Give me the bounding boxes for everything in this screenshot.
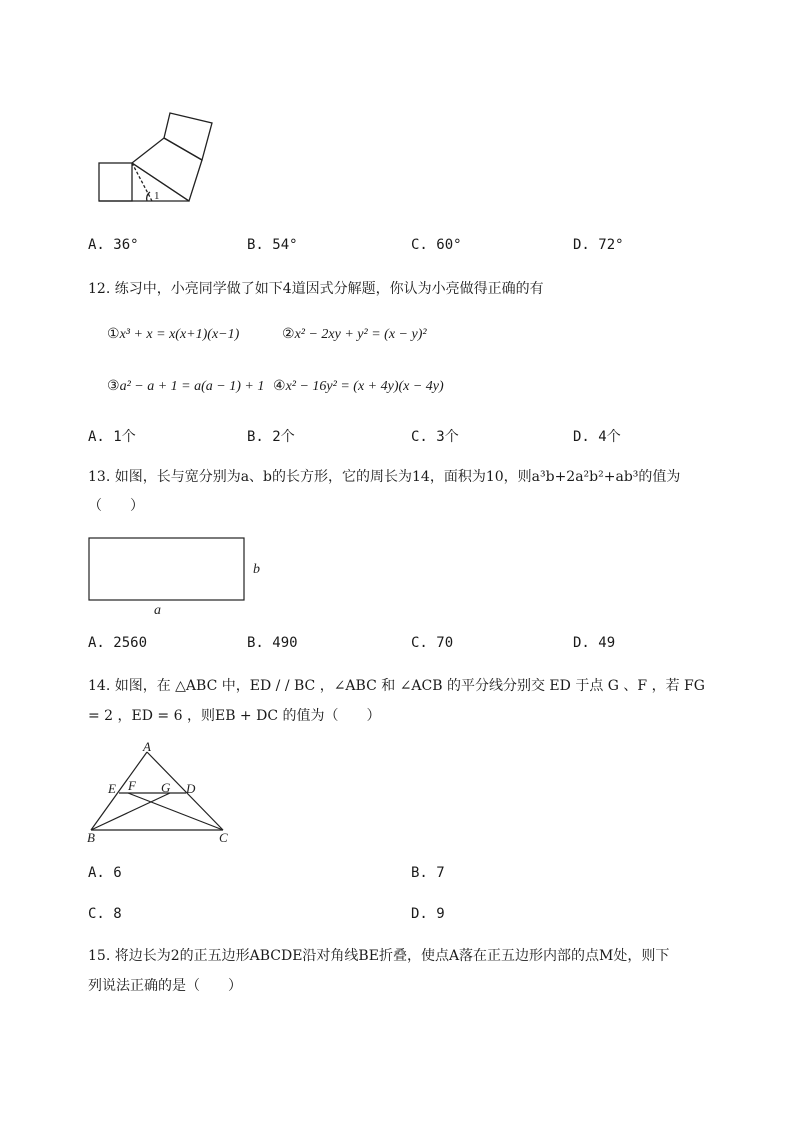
q12-option-c[interactable]: C. 3个 [411, 429, 459, 445]
q11-option-c[interactable]: C. 60° [411, 237, 462, 253]
q14-option-d[interactable]: D. 9 [411, 906, 445, 922]
q13-option-b[interactable]: B. 490 [247, 635, 298, 651]
q12-stem: 12. 练习中，小亮同学做了如下4道因式分解题，你认为小亮做得正确的有 [88, 281, 544, 297]
q14-stem-line2: = 2 ，ED = 6 ，则EB + DC 的值为（ ） [88, 708, 381, 724]
q14-label-e: E [108, 781, 116, 796]
q13-label-a: a [154, 603, 161, 618]
q14-bisector-bg [91, 793, 170, 830]
q11-option-b[interactable]: B. 54° [247, 237, 298, 253]
q14-label-f: F [128, 778, 136, 793]
q14-label-g: G [161, 780, 171, 795]
q11-triangle-left-side [132, 163, 152, 201]
q12-item-2: ②x² − 2xy + y² = (x − y)² [282, 327, 427, 342]
q14-label-c: C [219, 830, 228, 845]
q11-left-square [99, 163, 132, 201]
q11-top-square [164, 113, 212, 160]
q13-rectangle [89, 538, 244, 600]
q12-option-a[interactable]: A. 1个 [88, 429, 136, 445]
q11-figure [92, 108, 222, 208]
q14-label-a: A [143, 739, 151, 754]
q14-label-d: D [186, 781, 196, 796]
q11-angle-label: 1 [154, 190, 160, 202]
q14-side-ac [147, 752, 223, 830]
q12-option-b[interactable]: B. 2个 [247, 429, 295, 445]
q13-figure [85, 532, 275, 622]
q13-option-a[interactable]: A. 2560 [88, 635, 148, 651]
q13-option-d[interactable]: D. 49 [573, 635, 616, 651]
q14-label-b: B [87, 830, 95, 845]
q14-figure [82, 736, 242, 848]
q13-label-b: b [253, 562, 260, 577]
q14-stem-line1: 14. 如图，在 △ABC 中，ED / / BC ，∠ABC 和 ∠ACB 的平分线分别交 ED 于点 G 、F ，若 FG [88, 678, 705, 694]
q14-bisector-cf [128, 793, 223, 830]
q13-option-c[interactable]: C. 70 [411, 635, 454, 651]
q15-stem-line2: 列说法正确的是（ ） [88, 978, 242, 994]
q14-side-ab [91, 752, 147, 830]
q12-option-d[interactable]: D. 4个 [573, 429, 621, 445]
q11-option-d[interactable]: D. 72° [573, 237, 624, 253]
q11-middle-square [132, 138, 202, 201]
q13-stem-line1: 13. 如图，长与宽分别为a、b的长方形，它的周长为14，面积为10，则a³b+2a²b²+ab³的值为 [88, 469, 681, 485]
q11-option-a[interactable]: A. 36° [88, 237, 139, 253]
q12-item-4: ④x² − 16y² = (x + 4y)(x − 4y) [273, 379, 444, 394]
q12-item-3: ③a² − a + 1 = a(a − 1) + 1 [107, 379, 265, 394]
q14-option-a[interactable]: A. 6 [88, 865, 122, 881]
q14-option-c[interactable]: C. 8 [88, 906, 122, 922]
q14-option-b[interactable]: B. 7 [411, 865, 445, 881]
q15-stem-line1: 15. 将边长为2的正五边形ABCDE沿对角线BE折叠，使点A落在正五边形内部的点M处，则下 [88, 948, 670, 964]
q12-item-1: ①x³ + x = x(x+1)(x−1) [107, 327, 240, 342]
q13-stem-line2: （ ） [88, 498, 144, 514]
